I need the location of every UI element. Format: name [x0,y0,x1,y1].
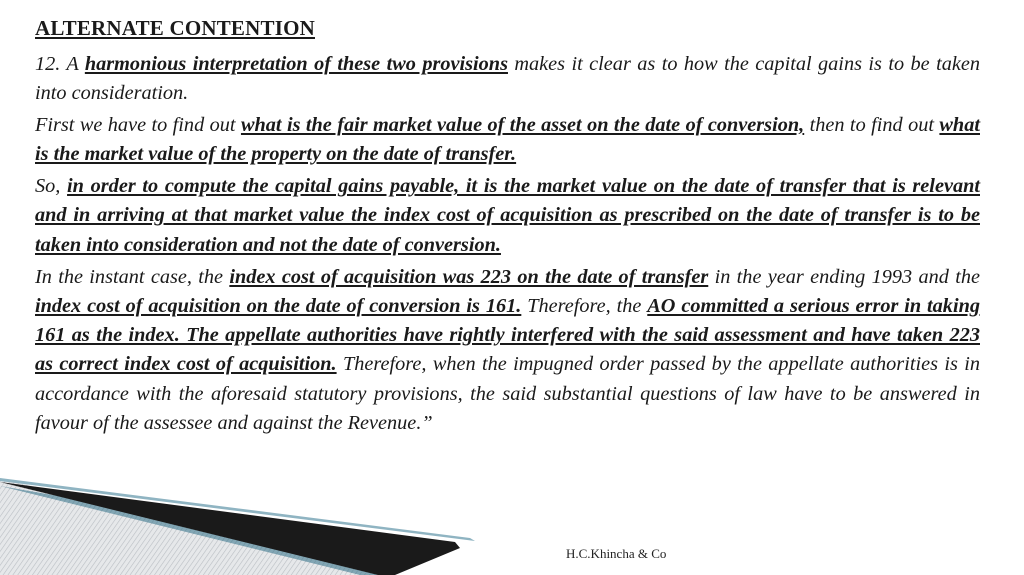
footer-firm-name: H.C.Khincha & Co [566,546,667,561]
text: Therefore, when the impugned order passed by the appellate authorities is in accordance with the aforesaid statutory provisions, the said substantial questions of law have to be answered in favour of the assessee and against the Revenue.” [35,353,980,435]
paragraph-4 [35,263,980,439]
text: First we have to find out [35,114,241,137]
emphasis: what is the fair market value of the asset on the date of conversion, [240,114,805,137]
text: Therefore, the [521,294,648,317]
emphasis: AO committed a serious error in taking 161 as the index. The appellate authorities have rightly interfered with the said assessment and have taken 223 as correct index cost of acquisition. [35,294,980,376]
text: then to find out [804,114,940,137]
text: in the year ending 1993 and the [708,265,980,288]
emphasis: in order to compute the capital gains payable, it is the market value on the date of transfer that is relevant and in arriving at that market value the index cost of acquisition as prescribed on the date of transfer is to be taken into consideration and not the date of conversion. [35,175,980,256]
slide-body [35,50,980,441]
text: 12. A [35,53,85,75]
paragraph-1 [35,50,980,109]
emphasis: what is the market value of the property on the date of transfer. [35,114,980,166]
paragraph-2 [35,111,980,170]
paragraph-3 [35,172,980,260]
emphasis: index cost of acquisition was 223 on the date of transfer [229,265,709,288]
emphasis: harmonious interpretation of these two provisions [84,53,508,75]
text: In the instant case, the [35,265,230,288]
text: makes it clear as to how the capital gains is to be taken into consideration. [35,53,980,105]
text: So, [35,175,68,198]
emphasis: index cost of acquisition on the date of conversion is 161. [35,294,522,317]
slide-title: ALTERNATE CONTENTION [35,16,315,40]
